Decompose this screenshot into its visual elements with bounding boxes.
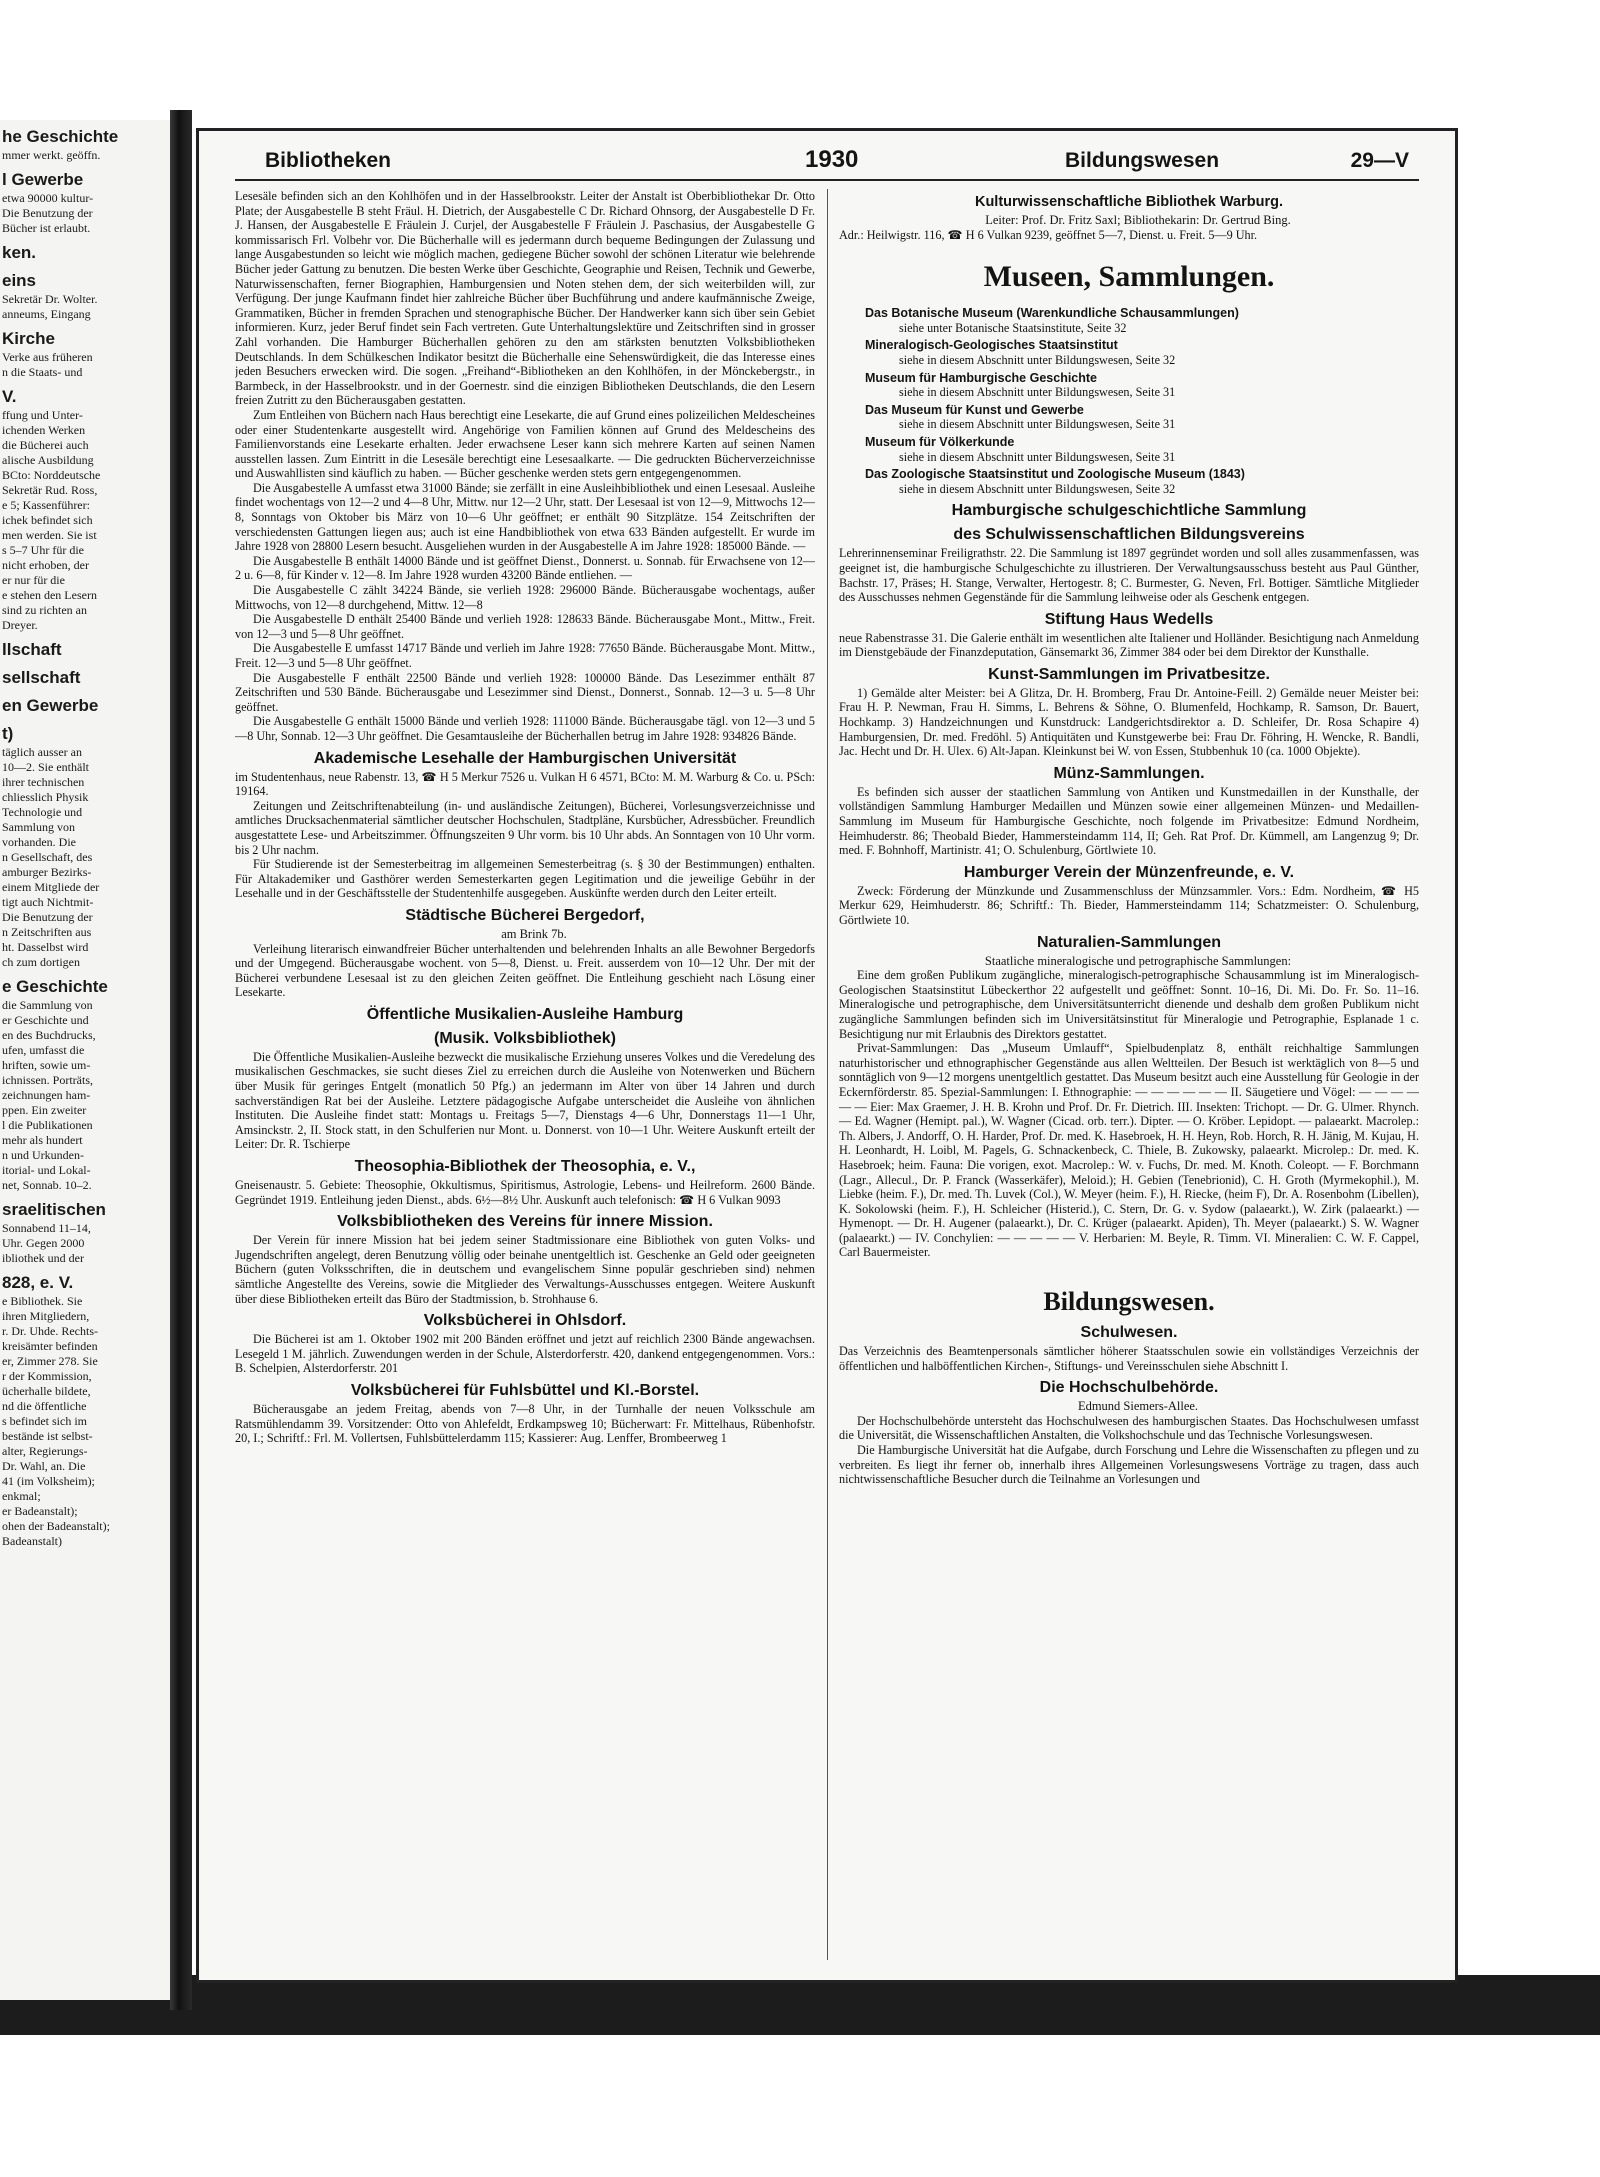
body-paragraph: Zum Entleihen von Büchern nach Haus berechtigt eine Lesekarte, die auf Grund eines polizeilichen Meldescheines oder einer Studentenkarte ausgestellt wird. Angehörige von Familien können auf Grund des Meldescheins des Familienvorstands eine Lesekarte erhalten. Jeder erwachsene Leser kann sich mehrere Karten auf seinen Namen ausstellen lassen. Zum Eintritt in die Lesesäle berechtigt eine Lesesaalkarte. — Die gedruckten Bücherverzeichnisse und Auswahllisten sind käuflich zu haben. — Bücher geschenke werden stets gern entgegengenommen. (235, 407, 815, 481)
left-page-line: vorhanden. Die (2, 835, 76, 849)
left-page-line: ht. Dasselbst wird (2, 940, 89, 954)
left-page-line: 41 (im Volksheim); (2, 1474, 95, 1488)
left-page-line: Sekretär Dr. Wolter. (2, 292, 98, 306)
body-paragraph: Bücherausgabe an jedem Freitag, abends von 7—8 Uhr, in der Turnhalle der neuen Volksschule am Ratsmühlendamm 39. Vorsitzender: Otto von Ahlefeldt, Erdkampsweg 10; Bücherwart: Fr. Mittelhaus, Rübenhofstr. 20, I.; Schriftf.: Frl. M. Vollertsen, Fuhlsbüttelerdamm 115; Kassierer: Aug. Lenffer, Brombeerweg 1 (235, 1401, 815, 1446)
body-paragraph: Für Studierende ist der Semesterbeitrag im allgemeinen Semesterbeitrag (s. § 30 der Bestimmungen) enthalten. Für Altakademiker und Gasthörer werden Semesterkarten gegen Legitimation und die jeweilige Gebühr in der Lesehalle und in der Geschäftsstelle der Studentenhilfe ausgegeben. Auskünfte werden durch den Leiter erteilt. (235, 857, 815, 901)
left-page-line: ppen. Ein zweiter (2, 1103, 87, 1117)
left-page-line: Technologie und (2, 805, 83, 819)
left-page-line: n Gesellschaft, des (2, 850, 93, 864)
left-page-heading: eins (2, 271, 37, 290)
body-paragraph: neue Rabenstrasse 31. Die Galerie enthält im wesentlichen alte Italiener und Holländer. Besichtigung nach Anmeldung im Dienstgebäude der Finanzdeputation, Gänsemarkt 36, Zimmer 384 oder bei dem Direktor der Kunsthalle. (839, 630, 1419, 660)
left-page-line: er, Zimmer 278. Sie (2, 1354, 98, 1368)
left-page-line: anneums, Eingang (2, 307, 91, 321)
left-page-line: sind zu richten an (2, 603, 87, 617)
museum-entry (839, 467, 1419, 496)
left-page-line: s befindet sich im (2, 1414, 87, 1428)
right-margin (1462, 110, 1600, 1975)
left-page-line: amburger Bezirks- (2, 865, 92, 879)
left-page-line: mehr als hundert (2, 1133, 83, 1147)
left-page-line: nicht erhoben, der (2, 558, 89, 572)
body-paragraph: Zeitungen und Zeitschriftenabteilung (in- und ausländische Zeitungen), Bücherei, Vorlesungsverzeichnisse und amtliches Drucksachenmaterial sämtlicher deutscher Hochschulen, Stadtpläne, Kursbücher, Adressbücher. Freundlich ausgestattete Lese- und Arbeitszimmer. Öffnungszeiten 9 Uhr vorm. bis 10 Uhr abds. An Sonntagen von 10 Uhr vorm. bis 2 Uhr nachm. (235, 798, 815, 857)
left-page-line: täglich ausser an (2, 745, 82, 759)
museum-entry-reference: siehe in diesem Abschnitt unter Bildungswesen, Seite 31 (899, 417, 1176, 432)
header-section-right: Bildungswesen (1065, 149, 1220, 172)
left-page-line: s 5–7 Uhr für die (2, 543, 84, 557)
left-page-line: zeichnungen ham- (2, 1088, 91, 1102)
section-heading: Volksbibliotheken des Vereins für innere Mission. (337, 1213, 713, 1231)
section-heading: Theosophia-Bibliothek der Theosophia, e. V., (354, 1158, 696, 1176)
header-section-left: Bibliotheken (265, 149, 392, 172)
body-paragraph: Privat-Sammlungen: Das „Museum Umlauff“, Spielbudenplatz 8, enthält reichhaltige Sammlungen naturhistorischer und ethnographischer Gegenstände aus allen Weltteilen. Der Besuch ist werktäglich von 8—5 und sonntäglich von 9—12 morgens unentgeltlich gestattet. Das Museum besitzt auch eine Ausstellung für Geologie in der Eckernförderstr. 85. Spezial-Sammlungen: I. Ethnographie: — — — — — — II. Säugetiere und Vögel: — — — — — — Eier: Max Graemer, J. H. B. Krohn und Prof. Dr. Fr. Dietrich. III. Insekten: Trichopt. — Dr. G. Ulmer. Rhynch. — Ed. Wagner (Hemipt. pal.), W. Wagner (Cicad. orb. terr.). Dipter. — O. Kröber. Lepidopt. — palaearkt. Macrolep.: Th. Albers, J. Andorff, O. H. Harder, Prof. Dr. med. K. Hasebroek, H. H. Heyn, Rob. Horch, R. H. Jänig, M. Kujau, H. H. Leonhardt, H. Loibl, M. Pagels, G. Schnackenbeck, C. Thiele, B. Zukowsky, palaearkt. Microlep.: Dr. med. K. Hasebroek; heim. Fauna: Die vorigen, exot. Macrolep.: W. v. Fuchs, Dr. med. M. Knoth. Coleopt. — F. Borchmann (Lagr., Allecul., Dr. P. Franck (Wasserkäfer), Meloid.); H. Gebien (Tenebrionid), C. H. Groth (Myrmekophil.), M. Liebke (heim. F.), Dr. med. Th. Luvek (Col.), W. Meyer (heim. F.), H. Riecke, (heim F), Dr. A. Rosenbohm (Libellen), K. Sokolowski (heim. F.), H. Schleicher (Histerid.), C. Stern, Dr. G. v. Sydow (palaearkt.), W. Zirk (palaearkt.) — Hymenopt. — Dr. H. Augener (palaearkt.), Dr. C. Krüger (palaearkt. Apiden), Th. Meyer (palaearkt.) S. W. Wagner (palaearkt.) — IV. Conchylien: — — — — — V. Herbarien: M. Beyle, R. Timm. VI. Mineralien: C. W. F. Cappel, Carl Bauermeister. (839, 1041, 1419, 1260)
left-page-line: ffung und Unter- (2, 408, 83, 422)
left-page-line: men werden. Sie ist (2, 528, 97, 542)
left-page-heading: sraelitischen (2, 1200, 106, 1219)
section-heading: Stiftung Haus Wedells (1044, 610, 1214, 628)
section-heading: Volksbücherei in Ohlsdorf. (423, 1312, 627, 1330)
section-subheading: am Brink 7b. (501, 926, 567, 941)
section-heading: Kunst-Sammlungen im Privatbesitze. (988, 665, 1270, 683)
section-heading: Die Hochschulbehörde. (1039, 1379, 1219, 1397)
page-number: 29—V (1350, 149, 1409, 172)
left-page-line: net, Sonnab. 10–2. (2, 1178, 92, 1192)
left-page-line: Dreyer. (2, 618, 38, 632)
left-page-line: tigt auch Nichtmit- (2, 895, 94, 909)
left-page-line: etwa 90000 kultur- (2, 191, 94, 205)
left-page-line: enkmal; (2, 1489, 41, 1503)
body-paragraph: Die Ausgabestelle C zählt 34224 Bände, sie verlieh 1928: 296000 Bände. Bücherausgabe wochentags, außer Mittwochs, von 12—8 durchgehend, Mittw. 12—8 (235, 583, 815, 612)
right-column (839, 189, 1419, 1960)
section-heading: des Schulwissenschaftlichen Bildungsvereins (953, 526, 1305, 544)
left-page-heading: llschaft (2, 640, 62, 659)
left-page-line: ücherhalle bildete, (2, 1384, 91, 1398)
left-page-line: einem Mitgliede der (2, 880, 100, 894)
section-subheading: Staatliche mineralogische und petrographische Sammlungen: (984, 953, 1292, 968)
left-page-line: kreisämter befinden (2, 1339, 98, 1353)
museum-entry-title: Das Museum für Kunst und Gewerbe (865, 402, 1084, 417)
left-page-heading: e Geschichte (2, 977, 108, 996)
left-page-line: ufen, umfasst die (2, 1043, 85, 1057)
museum-entry-title: Das Botanische Museum (Warenkundliche Schausammlungen) (865, 306, 1239, 321)
museum-entry-title: Mineralogisch-Geologisches Staatsinstitut (865, 338, 1118, 353)
left-column (235, 189, 828, 1960)
section-heading: Hamburger Verein der Münzenfreunde, e. V. (963, 863, 1295, 881)
body-paragraph: 1) Gemälde alter Meister: bei A Glitza, Dr. H. Bromberg, Frau Dr. Antoine-Feill. 2) Gemälde neuer Meister bei: Frau H. P. Newman, Frau H. Simms, L. Behrens & Söhne, O. Blumenfeld, Hochkamp, R. Samson, Dr. Bauert, Hochkamp. 3) Handzeichnungen und Kunstdruck: Landgerichtsdirektor a. D. Schleifer, Dr. Rosa Schapire 4) Hamburgensien, Dr. med. Fredöhl. 5) Antiquitäten und Kunstgewerbe bei: Frau Dr. Föhring, H. Wencke, R. Bandli, Jac. Hecht und Dr. H. Ulex. 6) Alt-Japan. Kleinkunst bei W. von Essen, Stubbenhuk 10 (ca. 1000 Objekte). (839, 685, 1419, 759)
left-page-line: ihrer technischen (2, 775, 85, 789)
body-paragraph: Die Ausgabestelle E umfasst 14717 Bände und verlieh im Jahre 1928: 77650 Bände. Bücherausgabe Mont. Mittw., Freit. 12—3 und 5—8 Uhr geöffnet. (235, 641, 815, 670)
body-paragraph: im Studentenhaus, neue Rabenstr. 13, ☎ H 5 Merkur 7526 u. Vulkan H 6 4571, BCto: M. M. Warburg & Co. u. PSch: 19164. (235, 769, 815, 799)
left-page-line: nd die öffentliche (2, 1399, 87, 1413)
left-page-line: e Bibliothek. Sie (2, 1294, 83, 1308)
museum-entry-title: Museum für Völkerkunde (865, 434, 1015, 449)
section-heading: Bildungswesen. (1043, 1287, 1215, 1317)
section-heading: Akademische Lesehalle der Hamburgischen Universität (313, 749, 737, 767)
left-page-line: bestände ist selbst- (2, 1429, 93, 1443)
left-page-line: ihren Mitgliedern, (2, 1309, 90, 1323)
left-page-line: r der Kommission, (2, 1369, 92, 1383)
body-paragraph: Die Ausgabestelle F enthält 22500 Bände und verlieh 1928: 100000 Bände. Das Lesezimmer enthält 87 Zeitschriften und 530 Bände. Bücherausgabe und Lesezimmer sind Dienst., Donnerst., Sonnab. 12—3 u. 5—8 Uhr geöffnet. (235, 670, 815, 714)
section-heading: Naturalien-Sammlungen (1036, 933, 1222, 951)
museum-entry-reference: siehe in diesem Abschnitt unter Bildungswesen, Seite 32 (899, 352, 1176, 367)
left-page-line: ibliothek und der (2, 1251, 84, 1265)
left-page-line: die Sammlung von (2, 998, 93, 1012)
section-heading: Kulturwissenschaftliche Bibliothek Warburg. (974, 194, 1284, 210)
left-page-heading: en Gewerbe (2, 696, 99, 715)
left-page-line: n die Staats- und (2, 365, 83, 379)
book-gutter (170, 110, 192, 2010)
left-page-line: Bücher ist erlaubt. (2, 221, 91, 235)
left-page-line: Sonnabend 11–14, (2, 1221, 91, 1235)
left-page-line: r. Dr. Uhde. Rechts- (2, 1324, 98, 1338)
museum-entry (839, 371, 1419, 400)
left-page-line: n und Urkunden- (2, 1148, 84, 1162)
museum-entry-reference: siehe unter Botanische Staatsinstitute, Seite 32 (899, 320, 1127, 335)
body-paragraph: Lesesäle befinden sich an den Kohlhöfen und in der Hasselbrookstr. Leiter der Anstalt ist Oberbibliothekar Dr. Otto Plate; der Ausgabestelle B steht Fräul. H. Dietrich, der Ausgabestelle C Dr. Richard Ohnsorg, der Ausgabestelle D Fr. J. Hansen, der Ausgabestelle E Fräulein J. Curjel, der Ausgabestelle F Fräulein J. Paschasius, der Ausgabestelle G kommissarisch Frl. Volbehr vor. Die Bücherhalle will es jedermann durch bequeme Bedingungen der Zulassung und lange Ausgabestunden so leicht wie möglich machen, gediegene Bücher sowohl der schönen Literatur wie belehrende Bücher jeder Gattung zu benutzen. Die besten Werke über Geschichte, Geographie und Reisen, Technik und Gewerbe, Naturwissenschaften, ferner Biographien, Hamburgensien und Noten stehen dem, der sich weiterbilden will, zur Verfügung. Der junge Kaufmann findet hier zahlreiche Bücher über Buchführung und andere kaufmännische Zweige, Grammatiken, Bücher in fremden Sprachen und stenographische Bücher. Der Handwerker kann sich über sein Gebiet informieren. Kurz, jeder Beruf findet sein Fach vertreten. Gute Unterhaltungslektüre und Zeitschriften sind in grosser Zahl vorhanden. Die Hamburger Bücherhallen gehören zu den am stärksten benutzten Volksbibliotheken Deutschlands. In dem Schülkeschen Indikator besitzt die Bücherhalle eine Sehenswürdigkeit, die das Interesse eines jeden Besuchers erwecken wird. Die sogen. „Freihand“-Bibliotheken an den Kohlhöfen, in der Mönckebergstr., in Barmbeck, in der Hasselbrookstr. und in der Goernestr. sind die einzigen Bibliotheken Deutschlands, die den Lesern freien Zutritt zu den Bücherausgaben gestatten. (235, 189, 815, 408)
header-year: 1930 (805, 146, 859, 173)
left-page-heading: 828, e. V. (2, 1273, 74, 1292)
running-header (235, 145, 1419, 181)
left-page-line: 10—2. Sie enthält (2, 760, 89, 774)
left-page-line: alter, Regierungs- (2, 1444, 88, 1458)
left-page-line: ichenden Werken (2, 423, 86, 437)
left-page-line: alische Ausbildung (2, 453, 94, 467)
left-page-heading: Kirche (2, 329, 55, 348)
body-paragraph: Die Ausgabestelle G enthält 15000 Bände und verlieh 1928: 111000 Bände. Bücherausgabe tägl. von 12—3 und 5—8 Uhr, Sonnab. 12—3 Uhr geöffnet. Die Gesamtausleihe der Bücherhallen betrug im Jahre 1928: 934826 Bände. (235, 714, 815, 743)
body-paragraph: Das Verzeichnis des Beamtenpersonals sämtlicher höherer Staatsschulen sowie ein vollständiges Verzeichnis der öffentlichen und halböffentlichen Kirchen-, Stiftungs- und Vereinsschulen siehe Abschnitt I. (839, 1344, 1419, 1373)
section-heading: Städtische Bücherei Bergedorf, (405, 906, 645, 924)
body-paragraph: Der Hochschulbehörde untersteht das Hochschulwesen des hamburgischen Staates. Das Hochschulwesen umfasst die Universität, die Wissenschaftlichen Anstalten, die Volkshochschule und das Technische Vorlesungswesen. (839, 1413, 1419, 1443)
body-paragraph: Lehrerinnenseminar Freiligrathstr. 22. Die Sammlung ist 1897 gegründet worden und soll alles zusammenfassen, was geeignet ist, die hamburgische Schulgeschichte zu illustrieren. Der Verwaltungsausschuss besteht aus Paul Günther, Bachstr. 17, Präses; H. Stange, Verwalter, Hertogestr. 8; C. Burmester, G. Neven, Frl. Bottiger. Sämtliche Mitglieder des Ausschusses nehmen Gegenstände für die Sammlung leihweise oder als Geschenk entgegen. (839, 546, 1419, 605)
museum-entry-reference: siehe in diesem Abschnitt unter Bildungswesen, Seite 31 (899, 385, 1176, 400)
left-page-line: ichnissen. Porträts, (2, 1073, 93, 1087)
left-page-line: er Geschichte und (2, 1013, 89, 1027)
left-page-line: e stehen den Lesern (2, 588, 97, 602)
left-page-line: Die Benutzung der (2, 910, 93, 924)
body-paragraph: Adr.: Heilwigstr. 116, ☎ H 6 Vulkan 9239, geöffnet 5—7, Dienst. u. Freit. 5—9 Uhr. (839, 227, 1258, 242)
section-subheading: Leiter: Prof. Dr. Fritz Saxl; Bibliothekarin: Dr. Gertrud Bing. (985, 213, 1291, 227)
left-page-line: l die Publikationen (2, 1118, 93, 1132)
left-page-line: er nur für die (2, 573, 65, 587)
left-page-line: en des Buchdrucks, (2, 1028, 96, 1042)
section-heading: Volksbücherei für Fuhlsbüttel und Kl.-Borstel. (350, 1381, 700, 1399)
left-facing-page (0, 120, 173, 2000)
left-page-line: Verke aus früheren (2, 350, 93, 364)
left-page-heading: V. (2, 387, 17, 406)
body-paragraph: Der Verein für innere Mission hat bei jedem seiner Stadtmissionare eine Bibliothek von guten Volks- und Jugendschriften angelegt, deren Benutzung völlig oder beinahe unentgeltlich ist. Geschenke an Geld oder geeigneten Büchern (guten Volksschriften, die in deutschem und evangelischem Sinne populär geschrieben sind) nehmen sämtliche Angestellte des Vereins, sowie die Mitglieder des Verwaltungs-Ausschusses entgegen. Weitere Auskunft über diese Bibliotheken erteilt das Büro der Stadtmission, b. Strohhause 6. (235, 1233, 815, 1306)
left-page-line: ichek befindet sich (2, 513, 93, 527)
body-paragraph: Gneisenaustr. 5. Gebiete: Theosophie, Okkultismus, Spiritismus, Astrologie, Lebens- und Heilreform. 2600 Bände. Gegründet 1919. Entleihung jeden Dienst., abds. 6½—8½ Uhr. Auskunft auch telefonisch: ☎ H 6 Vulkan 9093 (235, 1178, 815, 1207)
body-paragraph: Die Ausgabestelle A umfasst etwa 31000 Bände; sie zerfällt in eine Ausleihbibliothek und einen Lesesaal. Ausleihe findet wochentags von 12—2 und 4—8 Uhr, Mittw. nur 12—2 Uhr, statt. Der Lesesaal ist von 12—9, Mittwochs 12—8, Sonntags von Oktober bis März von 10—6 Uhr geöffnet; er enthält 90 Sitzplätze. 154 Zeitschriften der verschiedensten Gattungen liegen aus; auch ist eine Handbibliothek von etwa 633 Bänden aufgestellt. Er wurde im Jahre 1928 von 28800 Lesern besucht. Ausgeliehen wurden in der Ausgabestelle A im Jahre 1928: 185000 Bände. — (235, 480, 815, 554)
scanner-band (0, 1975, 1600, 2035)
museum-entry (839, 338, 1419, 367)
museum-entry-reference: siehe in diesem Abschnitt unter Bildungswesen, Seite 31 (899, 449, 1176, 464)
main-page (196, 128, 1458, 1983)
body-paragraph: Eine dem großen Publikum zugängliche, mineralogisch-petrographische Schausammlung ist im Mineralogisch-Geologischen Staatsinstitut Lübeckerthor 22 aufgestellt und geöffnet: Sonnt. 10–16, Di. Mi. Do. Fr. So. 11–16. Mineralogische und petrographische, dem Universitätsunterricht dienende und deshalb dem großen Publikum nicht zugängliche Sammlungen befinden sich im Universitätsinstitut für Mineralogie und Petrographie, Esplanade 1 c. Besichtigung nur mit Erlaubnis des Direktors gestattet. (839, 968, 1419, 1041)
section-heading: Münz-Sammlungen. (1053, 764, 1205, 782)
body-paragraph: Die Ausgabestelle D enthält 25400 Bände und verlieh 1928: 128633 Bände. Bücherausgabe Mont., Mittw., Freit. von 12—3 und 5—8 Uhr geöffnet. (235, 612, 815, 641)
left-page-heading: l Gewerbe (2, 170, 84, 189)
section-heading: Hamburgische schulgeschichtliche Sammlung (951, 502, 1307, 520)
section-heading: Schulwesen. (1080, 1324, 1178, 1342)
left-page-line: itorial- und Lokal- (2, 1163, 91, 1177)
left-page-line: Dr. Wahl, an. Die (2, 1459, 86, 1473)
left-page-line: Sammlung von (2, 820, 76, 834)
museum-entry (839, 306, 1419, 335)
left-page-line: mmer werkt. geöffn. (2, 148, 101, 162)
left-page-line: Uhr. Gegen 2000 (2, 1236, 85, 1250)
museum-entry-reference: siehe in diesem Abschnitt unter Bildungswesen, Seite 32 (899, 481, 1176, 496)
body-paragraph: Die Hamburgische Universität hat die Aufgabe, durch Forschung und Lehre die Wissenschaften zu pflegen und zu verbreiten. Es liegt ihr ferner ob, innerhalb ihres Allgemeinen Vorlesungswesens Vorträge zu tragen, dass auch nichtwissenschaftliche Besucher durch die Teilnahme an Vorlesungen und (839, 1443, 1419, 1487)
left-page-line: chliesslich Physik (2, 790, 89, 804)
body-paragraph: Die Bücherei ist am 1. Oktober 1902 mit 200 Bänden eröffnet und jetzt auf reichlich 2300 Bände angewachsen. Lesegeld 1 M. jährlich. Zuwendungen werden in der Schule, Alsterdorferstr. 420, dankend entgegengenommen. Vors.: B. Schelpien, Alsterdorferstr. 201 (235, 1332, 815, 1376)
left-page-heading: t) (2, 724, 14, 743)
body-paragraph: Verleihung literarisch einwandfreier Bücher unterhaltenden und belehrenden Inhalts an alle Bewohner Bergedorfs und der Umgegend. Bücherausgabe wochent. von 5—8, Dienst. u. Freit. ausserdem von 10—12 Uhr. Der mit der Bücherei verbundene Lesesaal ist zu den gleichen Zeiten geöffnet. Die Entleihung geschieht nach Lösung einer Lesekarte. (235, 941, 815, 1000)
left-page-line: Badeanstalt) (2, 1534, 62, 1548)
left-page-heading: he Geschichte (2, 127, 119, 146)
left-page-heading: ken. (2, 243, 37, 262)
body-paragraph: Die Öffentliche Musikalien-Ausleihe bezweckt die musikalische Erziehung unseres Volkes und die Veredelung des musikalischen Geschmackes, sie sucht dieses Ziel zu erreichen durch die Ausleihe von Notenwerken und Büchern über Musik für geringes Entgelt (monatlich 50 Pfg.) an jedermann im Alter von über 14 Jahren und durch sachverständigen Rat bei der Ausleihe. Letztere pädagogische Aufgabe unterscheidet die Ausleihe von ähnlichen Instituten. Die Ausleihe findet statt: Montags u. Freitags 5—7, Dienstags 4—6 Uhr, Donnerstags 11—1 Uhr, Amsinckstr. 2, II. Stock statt, in den Schulferien nur Mont. u. Donnerst. von 10—1 Uhr. Weitere Auskunft erteilt der Leiter: Dr. R. Tschierpe (235, 1049, 815, 1152)
left-page-line: Sekretär Rud. Ross, (2, 483, 98, 497)
body-paragraph: Es befinden sich ausser der staatlichen Sammlung von Antiken und Kunstmedaillen in der Kunsthalle, der vollständigen Sammlung Hamburger Medaillen und Münzen sowie einer allgemeinen Münzen- und Medaillen-Sammlung im Museum für Hamburgische Geschichte, noch folgende im Privatbesitze: Edmund Nordheim, Heimhuderstr. 86; Theobald Bieder, Hammersteindamm 114, II; Geh. Rat Prof. Dr. Kümmell, am Langenzug 9; Dr. med. F. Bohnhoff, Martinistr. 41; O. Schulenburg, Görtlwiete 10. (839, 784, 1419, 858)
museum-entry-title: Das Zoologische Staatsinstitut und Zoologische Museum (1843) (865, 467, 1245, 482)
left-page-line: ohen der Badeanstalt); (2, 1519, 110, 1533)
section-heading: Museen, Sammlungen. (983, 260, 1275, 294)
left-page-line: die Bücherei auch (2, 438, 89, 452)
left-page-heading: sellschaft (2, 668, 81, 687)
left-page-line: e 5; Kassenführer: (2, 498, 90, 512)
left-page-line: ch zum dortigen (2, 955, 80, 969)
body-paragraph: Zweck: Förderung der Münzkunde und Zusammenschluss der Münzsammler. Vors.: Edm. Nordheim, ☎ H5 Merkur 629, Heimhuderstr. 86; Schriftf.: Th. Bieder, Hammersteindamm 114; Schatzmeister: O. Schulenburg, Görtlwiete 10. (839, 883, 1419, 927)
left-page-line: n Zeitschriften aus (2, 925, 92, 939)
left-page-line: Die Benutzung der (2, 206, 93, 220)
section-heading: (Musik. Volksbibliothek) (434, 1029, 616, 1047)
left-page-line: BCto: Norddeutsche (2, 468, 101, 482)
museum-entry (839, 435, 1419, 464)
section-subheading: Edmund Siemers-Allee. (1077, 1399, 1199, 1414)
section-heading: Öffentliche Musikalien-Ausleihe Hamburg (366, 1005, 684, 1023)
left-page-line: er Badeanstalt); (2, 1504, 78, 1518)
left-page-line: hriften, sowie um- (2, 1058, 91, 1072)
body-paragraph: Die Ausgabestelle B enthält 14000 Bände und ist geöffnet Dienst., Donnerst. u. Sonnab. für Erwachsene von 12—2 u. 6—8, für Kinder v. 12—8. Im Jahre 1928 wurden 43200 Bände entliehen. — (235, 553, 815, 583)
museum-entry-title: Museum für Hamburgische Geschichte (865, 370, 1098, 385)
museum-entry (839, 403, 1419, 432)
